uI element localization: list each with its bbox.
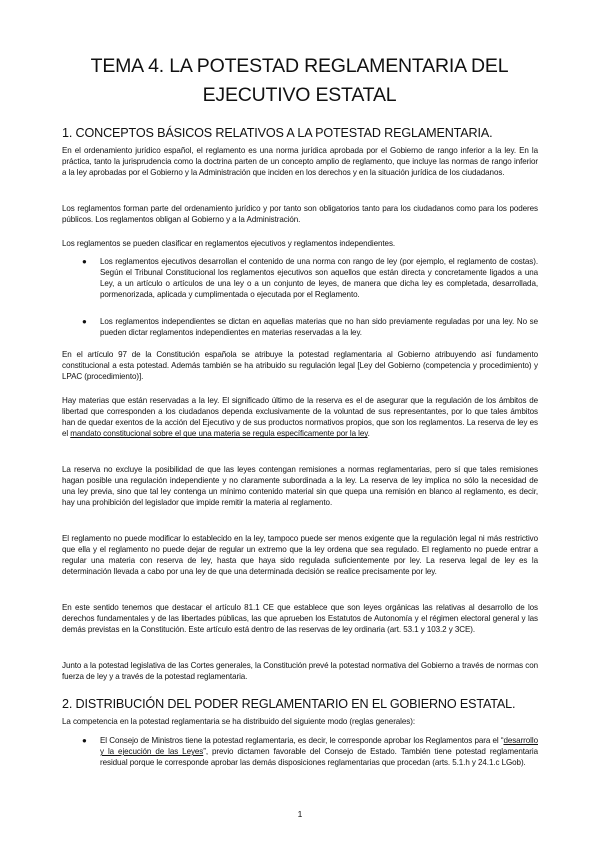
list-item-text: ”, previo dictamen favorable del Consejo de Estado. También tiene potestad reglamentaria residual porque le corresponde aprobar las demás disposiciones reglamentarias que procedan (arts. 5.1.h y 24.1.c LGob). bbox=[100, 747, 538, 768]
bullet-icon: ● bbox=[82, 736, 87, 745]
list-item: Los reglamentos independientes se dictan en aquellas materias que no han sido previamente reguladas por una ley. No se pueden dictar reglamentos independientes en materias reservadas a la ley. bbox=[100, 317, 538, 338]
paragraph bbox=[62, 395, 538, 440]
paragraph: La competencia en la potestad reglamentaria se ha distribuido del siguiente modo (reglas generales): bbox=[62, 717, 415, 726]
paragraph-text: . bbox=[367, 429, 370, 439]
list-item bbox=[100, 735, 538, 768]
list-item-text: El Consejo de Ministros tiene la potestad reglamentaria, es decir, le corresponde aprobar los Reglamentos para el “ bbox=[100, 736, 504, 745]
paragraph-text: Hay materias que están reservadas a la ley. El significado último de la reserva es el de asegurar que la regulación de los ámbitos de libertad que corresponden a los ciudadanos dependa exclusivamente de la voluntad de sus representantes, por lo que tales ámbitos han de quedar exentos de la acción del Ejecutivo y de sus productos normativos propios, que son los reglamentos. La reserva de ley es el bbox=[62, 396, 538, 439]
paragraph: Junto a la potestad legislativa de las Cortes generales, la Constitución prevé la potestad normativa del Gobierno a través de normas con fuerza de ley y a través de la potestad reglamentaria. bbox=[62, 661, 538, 682]
paragraph: En el artículo 97 de la Constitución española se atribuye la potestad reglamentaria al Gobierno atribuyendo así fundamento constitucional a esta potestad. Además también se ha atribuido su regulación legal [Ley del Gobierno (competencia y procedimiento) y LPAC (procedimiento)]. bbox=[62, 350, 538, 382]
underlined-text: desarrollo y la ejecución de las Leyes bbox=[100, 736, 538, 757]
section-2-heading: 2. DISTRIBUCIÓN DEL PODER REGLAMENTARIO EN EL GOBIERNO ESTATAL. bbox=[62, 697, 516, 711]
paragraph: En el ordenamiento jurídico español, el reglamento es una norma jurídica aprobada por el Gobierno de rango inferior a la ley. En la práctica, tanto la jurisprudencia como la doctrina parten de un concepto amplio de reglamento, que incluye las normas de rango inferior a la ley aprobadas por el Gobierno y la Administración que inciden en los derechos y en la situación jurídica de los ciudadanos. bbox=[62, 146, 538, 178]
section-1-heading: 1. CONCEPTOS BÁSICOS RELATIVOS A LA POTESTAD REGLAMENTARIA. bbox=[62, 126, 493, 140]
paragraph: La reserva no excluye la posibilidad de que las leyes contengan remisiones a normas reglamentarias, pero sí que tales remisiones hagan posible una regulación independiente y no claramente subordinada a la ley. La reserva de ley implica no sólo la necesidad de una ley previa, sino que tal ley contenga un mínimo contenido material sin que quepa una remisión en blanco al reglamento, es decir, hay una prohibición del legislador que impide remitir la materia al reglamento. bbox=[62, 465, 538, 508]
list-item: Los reglamentos ejecutivos desarrollan el contenido de una norma con rango de ley (por ejemplo, el reglamento de costas). Según el Tribunal Constitucional los reglamentos ejecutivos son aquellos que están directa y concretamente ligados a una Ley, a un artículo o artículos de una ley o a un conjunto de leyes, de manera que dicha ley es completada, desarrollada, pormenorizada, aplicada y cumplimentada o ejecutada por el Reglamento. bbox=[100, 257, 538, 300]
bullet-icon: ● bbox=[82, 257, 87, 266]
paragraph: En este sentido tenemos que destacar el artículo 81.1 CE que establece que son leyes orgánicas las relativas al desarrollo de los derechos fundamentales y de las libertades públicas, las que aprueben los Estatutos de Autonomía y el régimen electoral general y las demás previstas en la Constitución. Este artículo está dentro de las reservas de ley ordinaria (art. 53.1 y 103.2 y 3CE). bbox=[62, 603, 538, 635]
bullet-icon: ● bbox=[82, 317, 87, 326]
underlined-text: mandato constitucional sobre el que una materia se regula específicamente por la ley bbox=[70, 429, 368, 439]
paragraph: Los reglamentos se pueden clasificar en reglamentos ejecutivos y reglamentos independientes. bbox=[62, 239, 396, 248]
page-title: TEMA 4. LA POTESTAD REGLAMENTARIA DEL EJECUTIVO ESTATAL bbox=[90, 55, 509, 106]
paragraph: Los reglamentos forman parte del ordenamiento jurídico y por tanto son obligatorios tanto para los ciudadanos como para los poderes públicos. Los reglamentos obligan al Gobierno y a la Administración. bbox=[62, 204, 538, 225]
paragraph: El reglamento no puede modificar lo establecido en la ley, tampoco puede ser menos exigente que la regulación legal ni más restrictivo que ella y el reglamento no puede dejar de regular un extremo que la ley ordena que sea regulado. El reglamento no puede entrar a regular una materia con reserva de ley, hasta que haya sido regulada suficientemente por ley. La reserva legal de ley es la determinación llevada a cabo por una ley de que una determinada decisión se realice precisamente por ley. bbox=[62, 534, 538, 577]
page-number: 1 bbox=[297, 809, 303, 819]
